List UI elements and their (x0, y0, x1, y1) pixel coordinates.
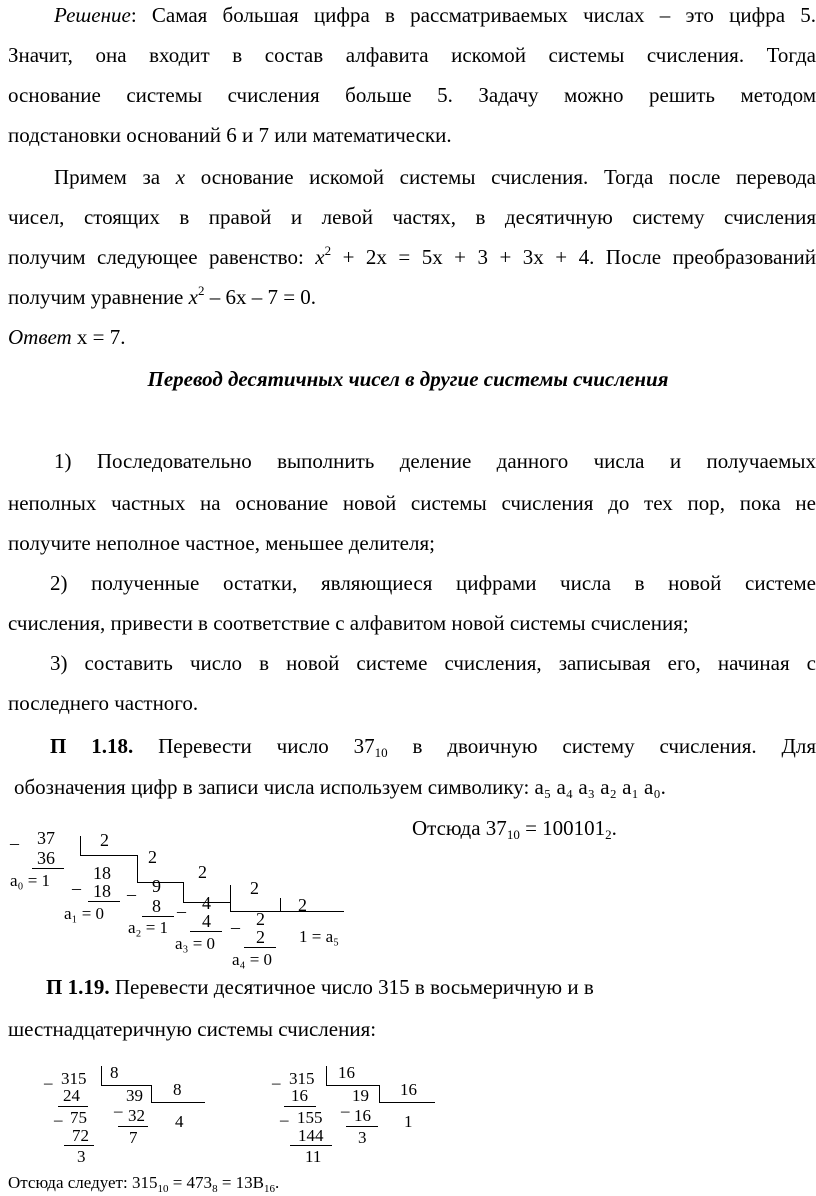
minus-sign: – (341, 1101, 350, 1120)
remainder-3: 3 (77, 1147, 86, 1166)
step-3-line-1: 3) составить число в новой системе счисления, записывая его, начиная с (50, 651, 816, 675)
divisor: 8 (110, 1063, 119, 1082)
answer: Ответ x = 7. (8, 325, 126, 349)
remainder-a0: a₀ = 1 (10, 871, 51, 890)
underline (346, 1126, 378, 1127)
division-bracket (151, 1085, 152, 1103)
problem-1-19-line-1: П 1.19. Перевести десятичное число 315 в восьмеричную и в (46, 975, 594, 999)
remainder-step: 155 (297, 1108, 323, 1127)
division-bracket (326, 1066, 327, 1086)
problem-1-19-line-2: шестнадцатеричную системы счисления: (8, 1017, 377, 1041)
product: 8 (152, 896, 161, 916)
problem-1-18-line-2: обозначения цифр в записи числа используем символику: a₅ a₄ a₃ a₂ a₁ a₀. (14, 775, 666, 799)
minus-sign: – (10, 833, 19, 853)
product: 72 (72, 1126, 89, 1145)
remainder-11: 11 (305, 1147, 322, 1166)
solution-line-1: Решение: Самая большая цифра в рассматриваемых числах – это цифра 5. (54, 3, 816, 27)
equation-2: – 6x – 7 = 0. (209, 285, 317, 309)
remainder-a3: a₃ = 0 (175, 934, 216, 953)
product: 16 (354, 1106, 371, 1125)
quotient: 19 (352, 1086, 369, 1105)
underline (64, 1145, 94, 1146)
divisor: 16 (400, 1080, 417, 1099)
underline (118, 1126, 148, 1127)
remainder-3: 3 (358, 1128, 367, 1147)
underline (58, 1106, 88, 1107)
minus-sign: – (114, 1101, 123, 1120)
minus-sign: – (177, 901, 186, 921)
step-1-line-2: неполных частных на основание новой системы счисления до тех пор, пока не (8, 491, 816, 515)
product: 4 (202, 911, 211, 931)
quotient: 39 (126, 1086, 143, 1105)
divisor: 2 (298, 895, 307, 915)
solution-p2-line-2: чисел, стоящих в правой и левой частях, в десятичную систему счисления (8, 205, 816, 229)
minus-sign: – (54, 1110, 63, 1129)
step-2-line-1: 2) полученные остатки, являющиеся цифрами числа в новой системе (50, 571, 816, 595)
problem-1-18-result: Отсюда $37_{10} = 100101_2$. (412, 816, 617, 842)
remainder-a1: a₁ = 0 (64, 904, 105, 923)
step-1-line-1: 1) Последовательно выполнить деление данного числа и получаемых (54, 449, 816, 473)
solution-p2-line-1: Примем за x основание искомой системы счисления. Тогда после перевода (54, 165, 816, 189)
divisor: 2 (148, 847, 157, 867)
quotient: 9 (152, 876, 161, 896)
step-2-line-2: счисления, привести в соответствие с алфавитом новой системы счисления; (8, 611, 689, 635)
problem-1-18-line-1: П 1.18. Перевести число $37_{10}$ в двоичную систему счисления. Для (50, 734, 816, 760)
division-bracket (80, 836, 81, 856)
quotient: 4 (202, 893, 211, 913)
product: 32 (128, 1106, 145, 1125)
minus-sign: – (231, 917, 240, 937)
quotient-a5: 1 = a₅ (299, 927, 340, 946)
quotient: 2 (256, 909, 265, 929)
step-1-line-3: получите неполное частное, меньшее делителя; (8, 531, 435, 555)
remainder-a2: a₂ = 1 (128, 918, 169, 937)
problem-1-19-label: П 1.19. (46, 975, 110, 999)
remainder-7: 7 (129, 1128, 138, 1147)
division-bracket (183, 883, 184, 903)
underline (190, 931, 222, 932)
division-bracket (80, 855, 138, 856)
underline (142, 916, 174, 917)
minus-sign: – (280, 1110, 289, 1129)
division-bracket (379, 1102, 435, 1103)
division-bracket (230, 885, 231, 912)
product: 18 (93, 881, 111, 901)
underline (88, 901, 120, 902)
underline (32, 868, 64, 869)
divisor: 2 (250, 878, 259, 898)
product: 2 (256, 927, 265, 947)
divisor: 2 (198, 862, 207, 882)
minus-sign: – (272, 1073, 281, 1092)
quotient-4: 4 (175, 1112, 184, 1131)
step-3-line-2: последнего частного. (8, 691, 199, 715)
solution-p2-line-4: получим уравнение $x^2 - 6x - 7 = 0$. (8, 283, 317, 309)
product: 144 (298, 1126, 324, 1145)
product: 24 (63, 1086, 80, 1105)
minus-sign: – (127, 884, 136, 904)
underline (290, 1145, 332, 1146)
divisor: 16 (338, 1063, 355, 1082)
divisor: 8 (173, 1080, 182, 1099)
remainder-step: 75 (70, 1108, 87, 1127)
final-result: Отсюда следует: $315_{10} = 473_8 = 13B_{16}$. (8, 1173, 280, 1195)
quotient-1: 1 (404, 1112, 413, 1131)
minus-sign: – (72, 878, 81, 898)
division-bracket (151, 1102, 205, 1103)
solution-line-2: Значит, она входит в состав алфавита искомой системы счисления. Тогда (8, 43, 816, 67)
dividend: 315 (289, 1069, 315, 1088)
division-bracket (137, 856, 138, 883)
divisor: 2 (100, 830, 109, 850)
problem-1-18-label: П 1.18. (50, 734, 134, 758)
underline (244, 947, 276, 948)
product: 36 (37, 848, 55, 868)
section-heading: Перевод десятичных чисел в другие системы счисления (147, 367, 669, 391)
product: 16 (291, 1086, 308, 1105)
remainder-a4: a₄ = 0 (232, 950, 273, 969)
division-bracket (280, 898, 281, 912)
minus-sign: – (44, 1073, 53, 1092)
division-bracket (101, 1066, 102, 1086)
division-bracket (280, 911, 344, 912)
solution-line-4: подстановки оснований 6 и 7 или математически. (8, 123, 452, 147)
solution-p2-line-3: получим следующее равенство: $x^2 + 2x = 5x + 3 + 3x + 4$. После преобразований (8, 243, 816, 269)
underline (284, 1106, 316, 1107)
solution-label: Решение (54, 3, 131, 27)
dividend: 315 (61, 1069, 87, 1088)
equation: + 2x = 5x + 3 + 3x + 4 (342, 245, 590, 269)
division-bracket (379, 1085, 380, 1103)
answer-label: Ответ (8, 325, 72, 349)
dividend: 37 (37, 828, 55, 848)
quotient: 18 (93, 863, 111, 883)
solution-line-3: основание системы счисления больше 5. Задачу можно решить методом (8, 83, 816, 107)
